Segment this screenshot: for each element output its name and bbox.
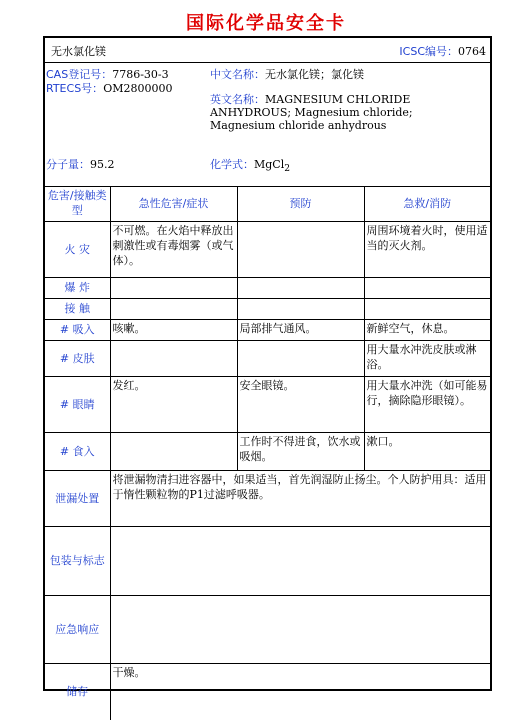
row-firstaid: 新鲜空气，休息。 (364, 319, 490, 340)
cn-value: 无水氯化镁；氯化镁 (265, 68, 364, 81)
table-row-skin (45, 340, 490, 376)
col-header-type: 危害/接触类型 (45, 186, 110, 221)
row-symptom (110, 340, 237, 376)
table-row-contact (45, 298, 490, 319)
section-packaging (45, 526, 490, 595)
section-label: 泄漏处置 (45, 470, 110, 526)
col-header-firstaid: 急救/消防 (364, 186, 490, 221)
row-firstaid (364, 277, 490, 298)
formula-label: 化学式： (210, 158, 254, 171)
table-row-inhalation (45, 319, 490, 340)
table-row-ingestion (45, 432, 490, 470)
card-title: 国际化学品安全卡 (186, 13, 346, 34)
row-prevention (237, 298, 364, 319)
row-symptom: 发红。 (110, 376, 237, 432)
row-type: 接 触 (45, 298, 110, 319)
row-type: # 食入 (45, 432, 110, 470)
row-prevention (237, 340, 364, 376)
row-prevention (237, 221, 364, 277)
section-text (110, 526, 490, 595)
row-symptom: 不可燃。在火焰中释放出刺激性或有毒烟雾（或气体）。 (110, 221, 237, 277)
row-firstaid (364, 298, 490, 319)
row-type: 火 灾 (45, 221, 110, 277)
section-label: 储存 (45, 663, 110, 720)
card-header (45, 38, 490, 63)
cn-label: 中文名称： (210, 68, 265, 81)
cas-label: CAS登记号： (46, 68, 113, 81)
hazard-table (45, 186, 490, 720)
en-value: MAGNESIUM CHLORIDE ANHYDROUS; Magnesium chloride; Magnesium chloride anhydrous (210, 93, 413, 132)
chemical-info (45, 62, 490, 187)
table-row-fire (45, 221, 490, 277)
safety-card (43, 36, 492, 699)
icsc-number (399, 43, 486, 59)
row-type: # 眼睛 (45, 376, 110, 432)
chinese-name (210, 66, 364, 82)
section-text: 干燥。 (110, 663, 490, 720)
english-name (210, 93, 445, 132)
section-spill (45, 470, 490, 526)
col-header-prevention: 预防 (237, 186, 364, 221)
chemical-formula (210, 156, 290, 174)
row-firstaid: 用大量水冲洗皮肤或淋浴。 (364, 340, 490, 376)
mw-value: 95.2 (90, 158, 115, 171)
table-header-row (45, 186, 490, 221)
row-symptom (110, 298, 237, 319)
row-firstaid: 周围环境着火时，使用适当的灭火剂。 (364, 221, 490, 277)
row-prevention: 局部排气通风。 (237, 319, 364, 340)
row-symptom (110, 277, 237, 298)
en-label: 英文名称： (210, 93, 265, 106)
formula-value: MgCl (254, 158, 285, 171)
row-type: 爆 炸 (45, 277, 110, 298)
row-symptom: 咳嗽。 (110, 319, 237, 340)
formula-subscript: 2 (284, 163, 291, 175)
row-firstaid: 漱口。 (364, 432, 490, 470)
table-row-explosion (45, 277, 490, 298)
mw-label: 分子量： (46, 158, 90, 171)
section-storage (45, 663, 490, 720)
row-prevention: 工作时不得进食，饮水或吸烟。 (237, 432, 364, 470)
col-header-symptom: 急性危害/症状 (110, 186, 237, 221)
row-symptom (110, 432, 237, 470)
rtecs-label: RTECS号： (46, 82, 104, 95)
section-label: 包装与标志 (45, 526, 110, 595)
section-text: 将泄漏物清扫进容器中，如果适当，首先润湿防止扬尘。个人防护用具：适用于惰性颗粒物的P1过滤呼吸器。 (110, 470, 490, 526)
cas-value: 7786-30-3 (112, 68, 169, 81)
rtecs-value: OM2800000 (103, 82, 173, 95)
row-type: # 皮肤 (45, 340, 110, 376)
molecular-weight (46, 156, 115, 172)
row-prevention: 安全眼镜。 (237, 376, 364, 432)
table-row-eyes (45, 376, 490, 432)
section-label: 应急响应 (45, 595, 110, 663)
rtecs-number (46, 80, 172, 96)
chemical-name: 无水氯化镁 (51, 45, 106, 58)
row-firstaid: 用大量水冲洗（如可能易行，摘除隐形眼镜）。 (364, 376, 490, 432)
section-text (110, 595, 490, 663)
section-emergency (45, 595, 490, 663)
icsc-value: 0764 (458, 45, 486, 58)
icsc-label: ICSC编号： (399, 45, 458, 58)
row-prevention (237, 277, 364, 298)
row-type: # 吸入 (45, 319, 110, 340)
